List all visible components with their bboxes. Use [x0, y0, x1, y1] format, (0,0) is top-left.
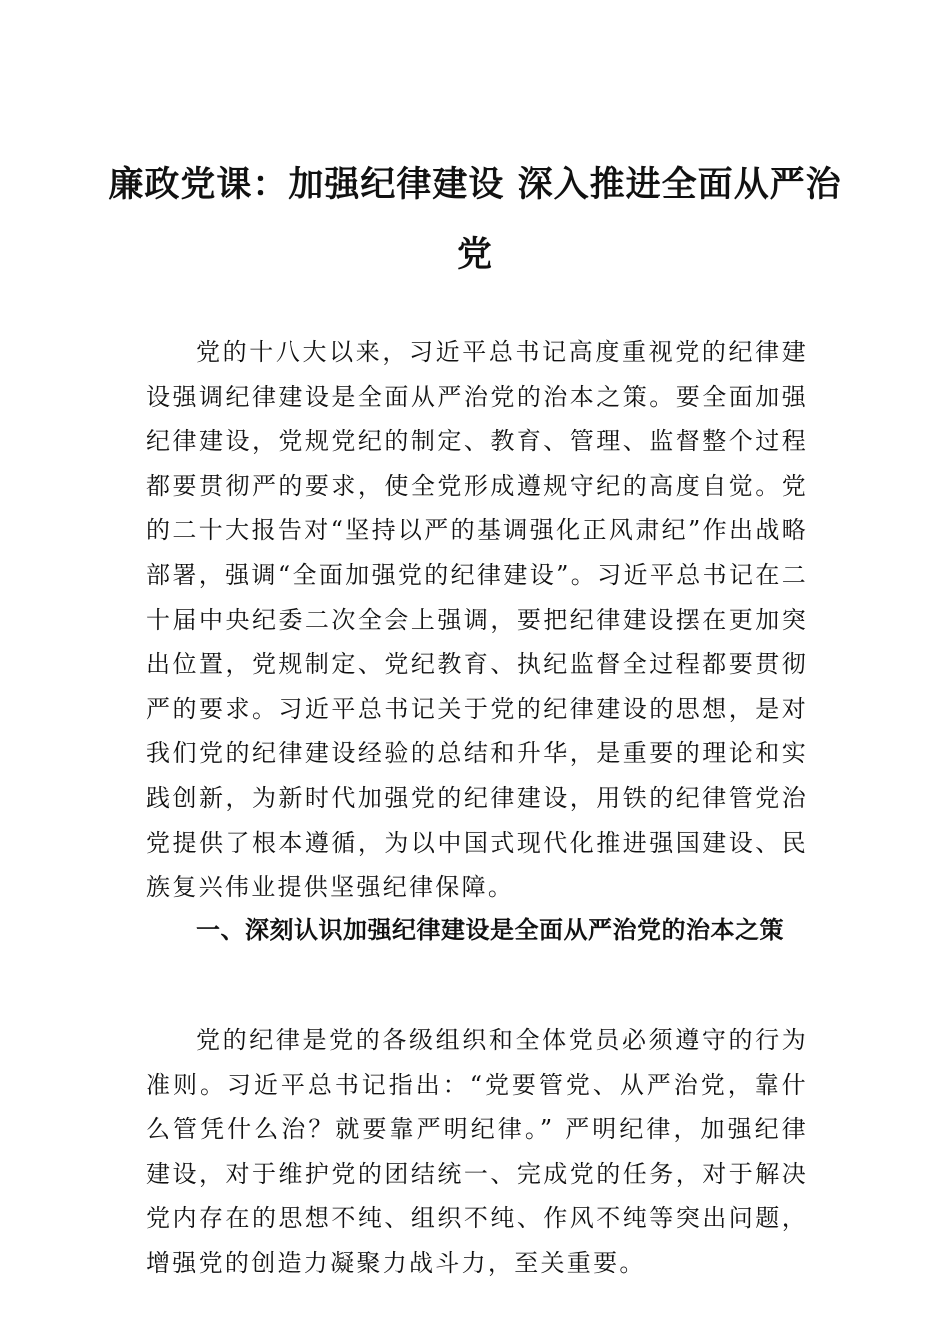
body-paragraph-1: 党的十八大以来，习近平总书记高度重视党的纪律建设强调纪律建设是全面从严治党的治本之策。要全面加强纪律建设，党规党纪的制定、教育、管理、监督整个过程都要贯彻严的要求，使全党形成遵规守纪的高度自觉。党的二十大报告对“坚持以严的基调强化正风肃纪”作出战略部署，强调“全面加强党的纪律建设”。习近平总书记在二十届中央纪委二次全会上强调，要把纪律建设摆在更加突出位置，党规制定、党纪教育、执纪监督全过程都要贯彻严的要求。习近平总书记关于党的纪律建设的思想，是对我们党的纪律建设经验的总结和升华，是重要的理论和实践创新，为新时代加强党的纪律建设，用铁的纪律管党治党提供了根本遵循，为以中国式现代化推进强国建设、民族复兴伟业提供坚强纪律保障。: [146, 338, 808, 902]
body-paragraph-2: 党的纪律是党的各级组织和全体党员必须遵守的行为准则。习近平总书记指出：“党要管党、从严治党，靠什么管凭什么治？就要靠严明纪律。” 严明纪律，加强纪律建设，对于维护党的团结统一、完成党的任务，对于解决党内存在的思想不纯、组织不纯、作风不纯等突出问题，增强党的创造力凝聚力战斗力，至关重要。: [146, 1026, 808, 1277]
document-title: 廉政党课：加强纪律建设 深入推进全面从严治党: [108, 164, 842, 275]
section-heading-1: 一、深刻认识加强纪律建设是全面从严治党的治本之策: [196, 916, 784, 944]
